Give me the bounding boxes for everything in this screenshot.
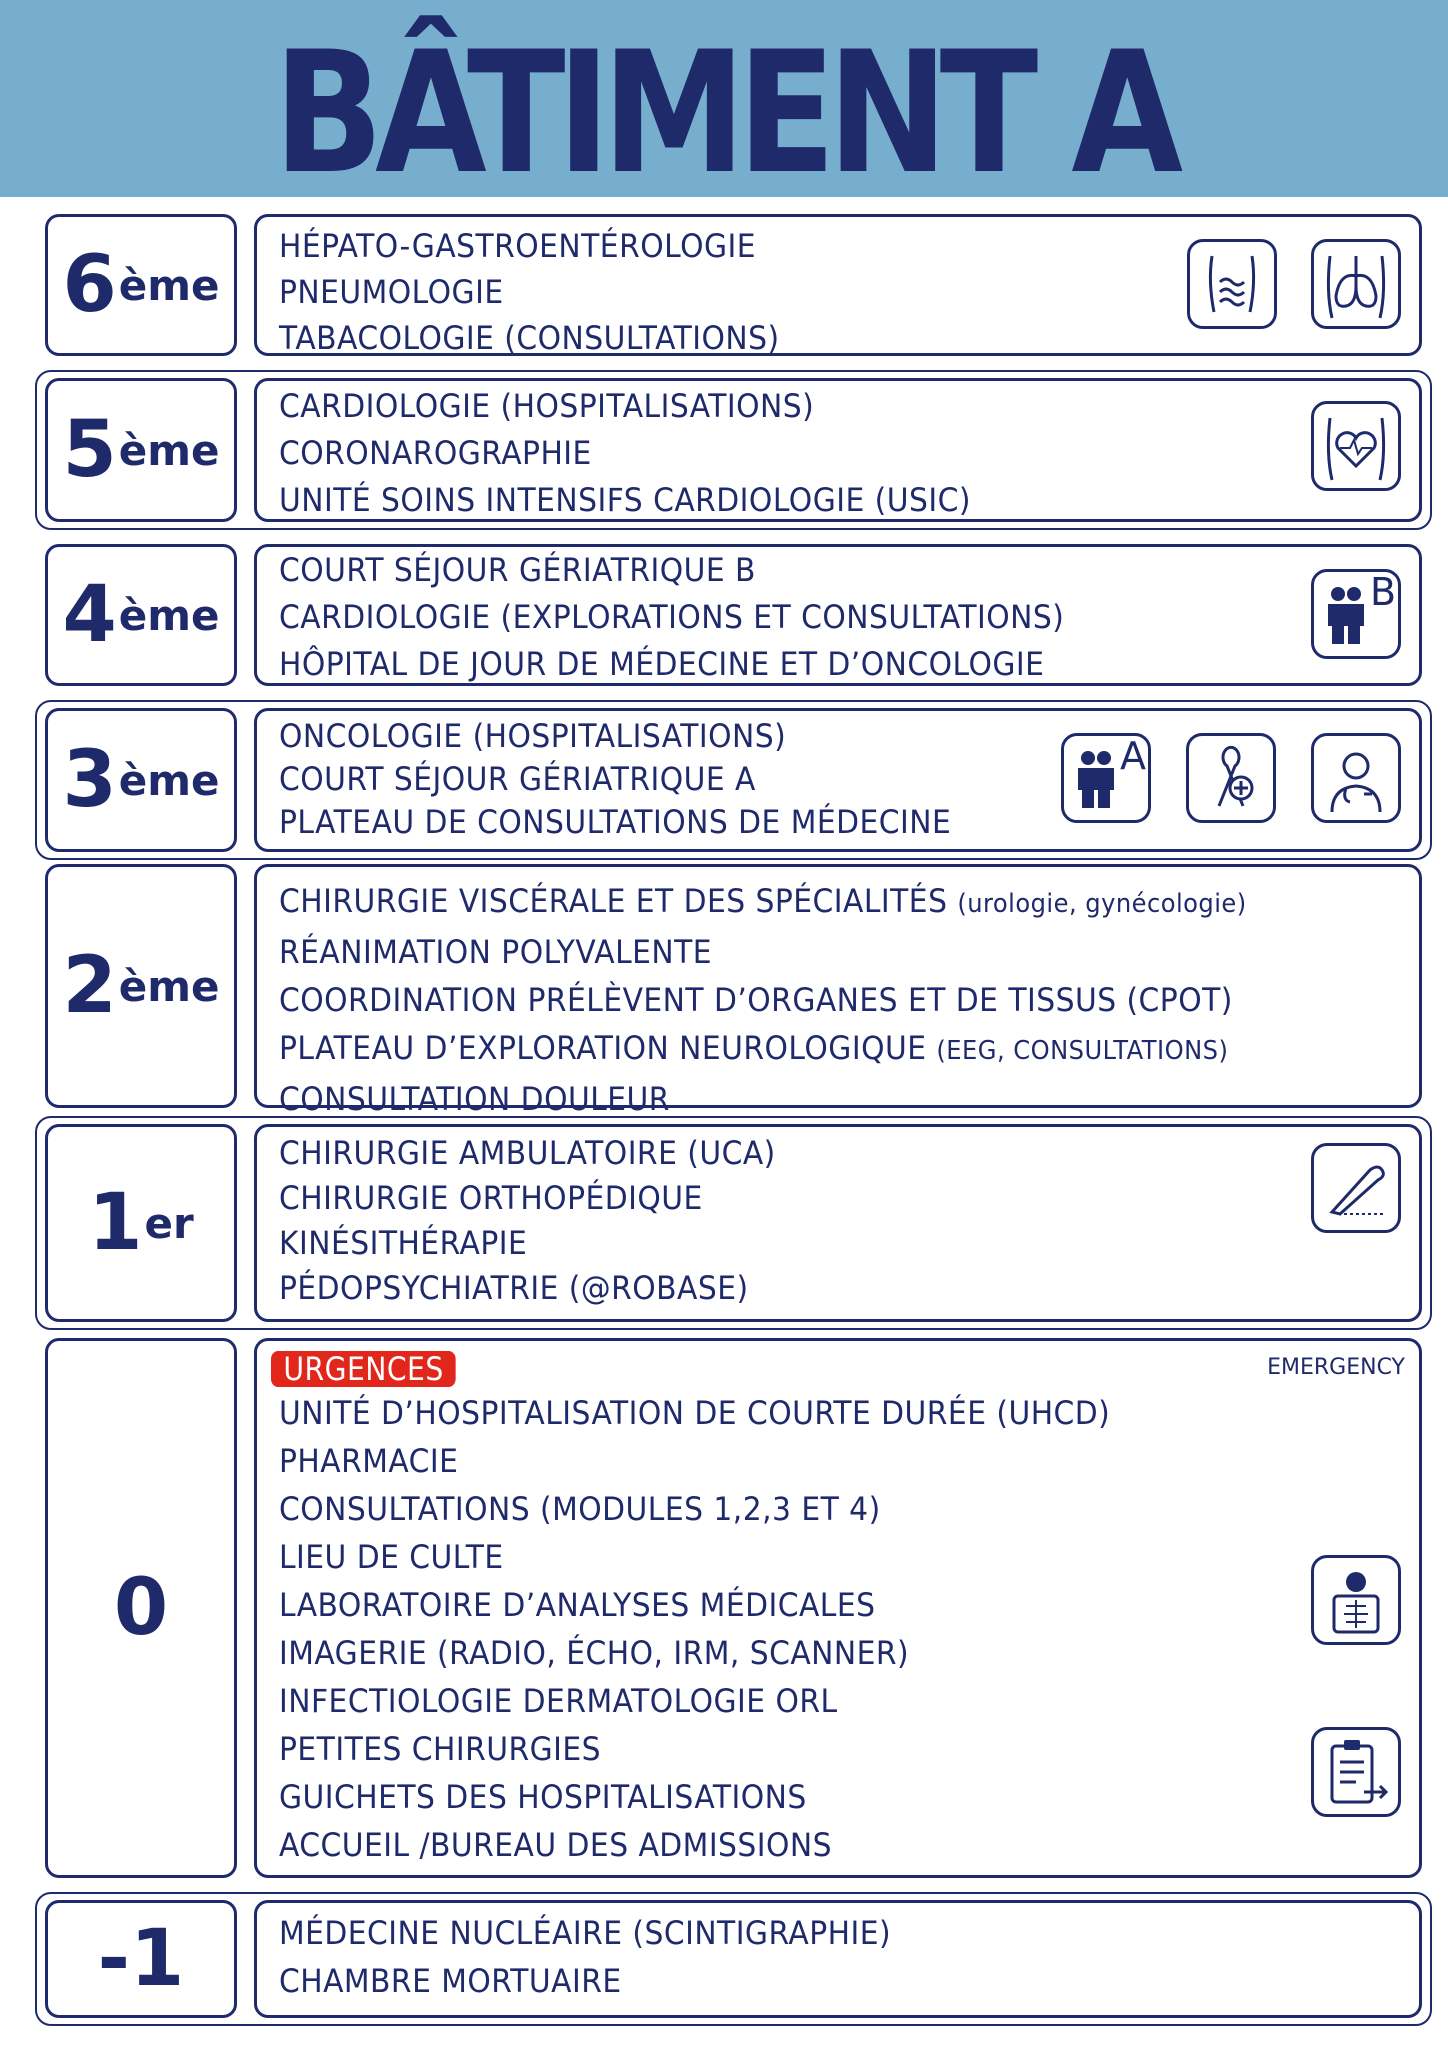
service-line: TABACOLOGIE (CONSULTATIONS) — [279, 319, 780, 357]
floor-4 — [0, 540, 1448, 690]
service-line: PETITES CHIRURGIES — [279, 1730, 602, 1768]
floor-label-4: 4 ème — [45, 544, 237, 686]
service-line: PÉDOPSYCHIATRIE (@ROBASE) — [279, 1269, 749, 1307]
service-line: RÉANIMATION POLYVALENTE — [279, 933, 713, 971]
floor-label-3: 3 ème — [45, 708, 237, 852]
service-line: GUICHETS DES HOSPITALISATIONS — [279, 1778, 807, 1816]
floor-box-2 — [254, 864, 1422, 1118]
service-line: CARDIOLOGIE (EXPLORATIONS ET CONSULTATIONS) — [279, 598, 1065, 636]
floor-label-1: 1 er — [45, 1124, 237, 1322]
floor-label-6: 6 ème — [45, 214, 237, 356]
lungs-icon — [1311, 239, 1401, 329]
service-line: CHIRURGIE VISCÉRALE ET DES SPÉCIALITÉS (urologie, gynécologie) — [279, 882, 1247, 920]
service-line: MÉDECINE NUCLÉAIRE (SCINTIGRAPHIE) — [279, 1914, 892, 1952]
service-line: PHARMACIE — [279, 1442, 459, 1480]
service-line: HÔPITAL DE JOUR DE MÉDECINE ET D’ONCOLOGIE — [279, 645, 1045, 683]
floor-box-0 — [254, 1338, 1422, 1878]
floor-label-5: 5 ème — [45, 378, 237, 522]
icon-letter: A — [1120, 734, 1146, 778]
xray-icon — [1311, 1555, 1401, 1645]
service-line: PLATEAU DE CONSULTATIONS DE MÉDECINE — [279, 803, 952, 841]
emergency-label: EMERGENCY — [1267, 1355, 1405, 1380]
service-line: COORDINATION PRÉLÈVENT D’ORGANES ET DE TISSUS (CPOT) — [279, 981, 1233, 1019]
service-line: CONSULTATIONS (MODULES 1,2,3 ET 4) — [279, 1490, 881, 1528]
floor-0 — [0, 1334, 1448, 1882]
service-line: CORONAROGRAPHIE — [279, 434, 592, 472]
floor-box-6 — [254, 214, 1422, 356]
service-line: CHAMBRE MORTUAIRE — [279, 1962, 622, 2000]
floor-label-minus-1: -1 — [45, 1900, 237, 2018]
floor-box-4 — [254, 544, 1422, 686]
service-line: COURT SÉJOUR GÉRIATRIQUE B — [279, 551, 756, 589]
intestine-icon — [1187, 239, 1277, 329]
service-line: KINÉSITHÉRAPIE — [279, 1224, 528, 1262]
urgences-badge: URGENCES — [271, 1351, 456, 1387]
service-line: INFECTIOLOGIE DERMATOLOGIE ORL — [279, 1682, 838, 1720]
service-line: COURT SÉJOUR GÉRIATRIQUE A — [279, 760, 756, 798]
floor-2 — [0, 860, 1448, 1118]
service-line: ACCUEIL /BUREAU DES ADMISSIONS — [279, 1826, 832, 1864]
elderly-couple-icon — [1061, 733, 1151, 823]
icon-letter: B — [1370, 570, 1397, 614]
service-line: LIEU DE CULTE — [279, 1538, 504, 1576]
service-line: LABORATOIRE D’ANALYSES MÉDICALES — [279, 1586, 876, 1624]
header-banner — [0, 0, 1448, 211]
floor-5 — [0, 370, 1448, 530]
floor-label-0: 0 — [45, 1338, 237, 1878]
floor-box-3 — [254, 708, 1422, 852]
floor-box-1 — [254, 1124, 1422, 1322]
floor-6 — [0, 210, 1448, 360]
elderly-couple-icon — [1311, 569, 1401, 659]
service-line: CONSULTATION DOULEUR — [279, 1080, 670, 1118]
service-line: CARDIOLOGIE (HOSPITALISATIONS) — [279, 387, 815, 425]
service-line: UNITÉ D’HOSPITALISATION DE COURTE DURÉE (UHCD) — [279, 1394, 1111, 1432]
floor-3 — [0, 700, 1448, 860]
clipboard-icon — [1311, 1727, 1401, 1817]
cancer-ribbon-icon — [1186, 733, 1276, 823]
floor-label-2: 2 ème — [45, 864, 237, 1108]
scalpel-icon — [1311, 1143, 1401, 1233]
service-line: ONCOLOGIE (HOSPITALISATIONS) — [279, 717, 787, 755]
service-line: PNEUMOLOGIE — [279, 273, 504, 311]
floor-box-minus-1 — [254, 1900, 1422, 2018]
floor-1 — [0, 1116, 1448, 1330]
service-line: HÉPATO-GASTROENTÉROLOGIE — [279, 227, 757, 265]
service-line: PLATEAU D’EXPLORATION NEUROLOGIQUE (EEG, CONSULTATIONS) — [279, 1029, 1229, 1067]
doctor-icon — [1311, 733, 1401, 823]
heart-icon — [1311, 401, 1401, 491]
page-title: BÂTIMENT A — [273, 15, 1175, 211]
service-line: UNITÉ SOINS INTENSIFS CARDIOLOGIE (USIC) — [279, 481, 971, 519]
service-line: CHIRURGIE ORTHOPÉDIQUE — [279, 1179, 703, 1217]
service-line: CHIRURGIE AMBULATOIRE (UCA) — [279, 1134, 776, 1172]
floor-box-5 — [254, 378, 1422, 522]
service-line: IMAGERIE (RADIO, ÉCHO, IRM, SCANNER) — [279, 1634, 910, 1672]
floor-minus-1 — [0, 1892, 1448, 2026]
